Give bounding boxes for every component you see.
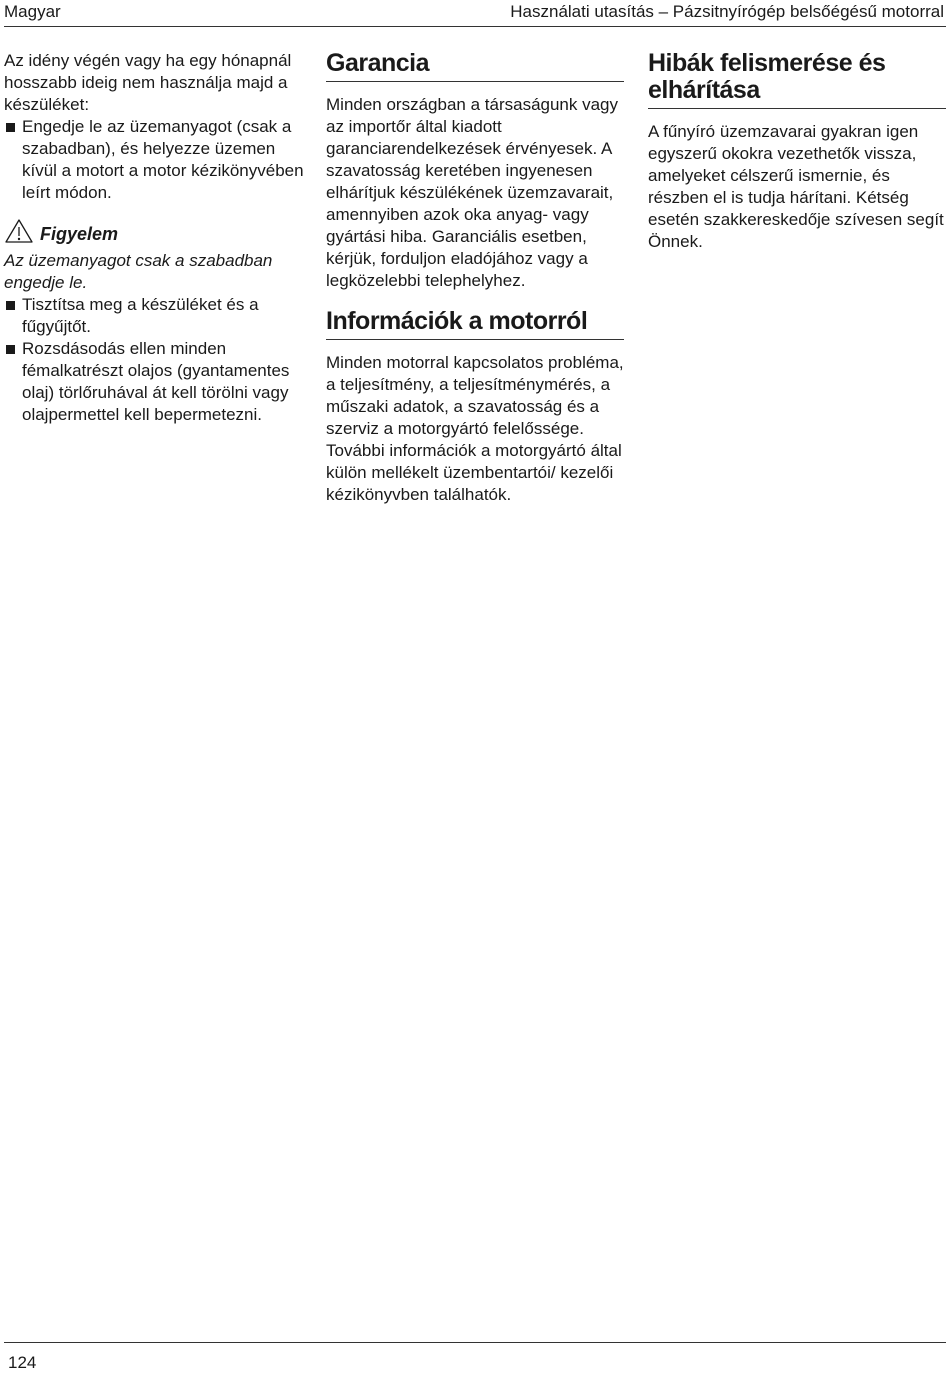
engine-info-heading: Információk a motorról xyxy=(326,308,624,340)
column-troubleshooting xyxy=(648,50,946,253)
warning-heading xyxy=(4,218,304,250)
warning-text: Az üzemanyagot csak a szabadban engedje le. xyxy=(4,251,273,292)
header-divider xyxy=(4,26,946,27)
engine-info-text: Minden motorral kapcsolatos probléma, a teljesítmény, a teljesítménymérés, a műszaki adatok, a szavatosság és a szerviz a motorgyártó felelőssége. További információk a motorgyártó által külön mellékelt üzembentartói/ kezelői kézikönyvben találhatók. xyxy=(326,353,624,504)
warranty-heading: Garancia xyxy=(326,50,624,82)
footer-divider xyxy=(4,1342,946,1343)
troubleshooting-heading: Hibák felismerése és elhárítása xyxy=(648,50,946,109)
storage-intro: Az idény végén vagy ha egy hónapnál hosszabb ideig nem használja majd a készüléket: xyxy=(4,51,292,114)
column-storage xyxy=(4,50,304,426)
bullet-item: Engedje le az üzemanyagot (csak a szabadban), és helyezze üzemen kívül a motort a motor kézikönyvében leírt módon. xyxy=(4,116,304,204)
troubleshooting-text: A fűnyíró üzemzavarai gyakran igen egyszerű okokra vezethetők vissza, amelyeket célszerű ismernie, és részben el is tudja hárítani. Kétség esetén szakkereskedője szívesen segít Önnek. xyxy=(648,122,944,251)
header-title: Használati utasítás – Pázsitnyírógép belsőégésű motorral xyxy=(510,2,944,21)
header-language: Magyar xyxy=(4,2,61,21)
bullet-item: Rozsdásodás ellen minden fémalkatrészt olajos (gyantamentes olaj) törlőruhával át kell törölni vagy olajpermettel kell bepermetezni. xyxy=(4,338,304,426)
warning-triangle-icon xyxy=(4,218,34,250)
page-number: 124 xyxy=(8,1353,37,1372)
column-warranty-engine xyxy=(326,50,624,506)
warranty-text: Minden országban a társaságunk vagy az importőr által kiadott garanciarendelkezések érvényesek. A szavatosság keretében ingyenesen elhárítjuk készülékének üzemzavarait, amennyiben azok oka anyag- vagy gyártási hiba. Garanciális esetben, kérjük, forduljon eladójához vagy a legközelebbi telephelyhez. xyxy=(326,95,619,290)
warning-title: Figyelem xyxy=(40,224,119,244)
bullet-item: Tisztítsa meg a készüléket és a fűgyűjtőt. xyxy=(4,294,304,338)
